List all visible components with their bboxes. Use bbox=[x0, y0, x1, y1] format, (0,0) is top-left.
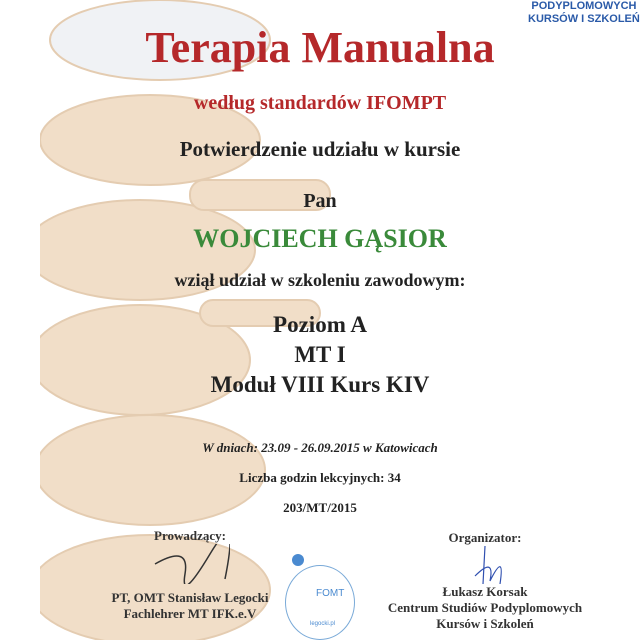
level: Poziom A bbox=[273, 312, 367, 337]
instructor-signature bbox=[150, 544, 230, 584]
hours: Liczba godzin lekcyjnych: 34 bbox=[239, 470, 401, 485]
confirmation: Potwierdzenie udziału w kursie bbox=[179, 137, 461, 161]
instructor-name: PT, OMT Stanisław Legocki bbox=[111, 590, 269, 605]
logo-line2: KURSÓW I SZKOLEŃ bbox=[528, 13, 640, 25]
fomt-stamp bbox=[285, 565, 355, 640]
organizer-label: Organizator: bbox=[448, 530, 522, 545]
instructor-title: Fachlehrer MT IFK.e.V bbox=[123, 606, 257, 621]
certificate-number: 203/MT/2015 bbox=[283, 500, 357, 515]
certificate-title: Terapia Manualna bbox=[145, 23, 495, 72]
subtitle: według standardów IFOMPT bbox=[193, 92, 447, 114]
logo-line1: PODYPLOMOWYCH bbox=[531, 0, 637, 12]
stamp-dot-icon bbox=[292, 554, 304, 566]
salutation: Pan bbox=[303, 190, 337, 212]
participant-name: WOJCIECH GĄSIOR bbox=[193, 224, 447, 253]
dates: W dniach: 23.09 - 26.09.2015 w Katowicach bbox=[202, 440, 438, 455]
organizer-block bbox=[380, 530, 590, 632]
instructor-block bbox=[100, 528, 280, 622]
course: MT I bbox=[294, 342, 346, 367]
instructor-label: Prowadzący: bbox=[154, 528, 226, 543]
participation-text: wziął udział w szkoleniu zawodowym: bbox=[174, 270, 466, 290]
stamp-url: legocki.pl bbox=[310, 621, 336, 627]
organizer-org-line1: Centrum Studiów Podyplomowych bbox=[387, 600, 583, 615]
stamp-text: FOMT bbox=[316, 588, 345, 599]
organizer-name: Łukasz Korsak bbox=[442, 584, 528, 599]
organizer-org-line2: Kursów i Szkoleń bbox=[436, 616, 534, 631]
organizer-signature bbox=[455, 546, 515, 584]
module: Moduł VIII Kurs KIV bbox=[210, 372, 430, 397]
